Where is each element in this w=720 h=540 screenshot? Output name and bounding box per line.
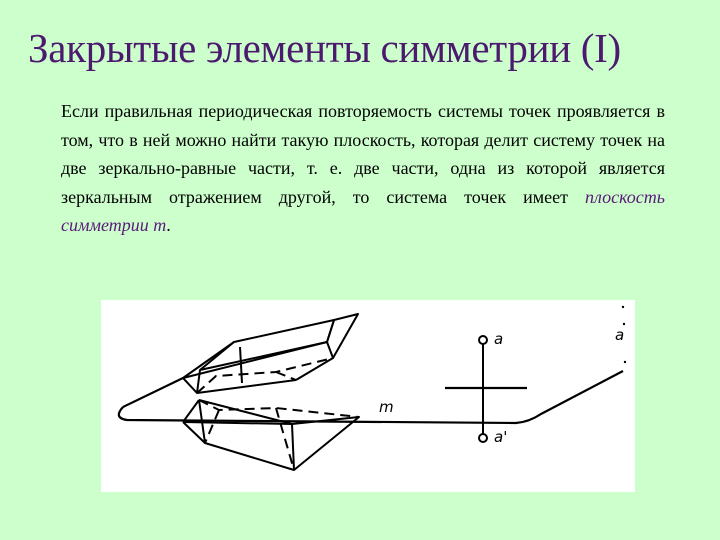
- lower-hidden-edges: [199, 400, 359, 470]
- lower-polyhedron: [183, 400, 359, 470]
- slide-title: Закрытые элементы симметрии (I): [28, 25, 621, 71]
- plane-label: m: [379, 398, 394, 416]
- paragraph-text: Если правильная периодическая повторяемость системы точек проявляется в том, что в ней можно найти такую плоскость, которая делит систему точек на две зеркально-равные части, т. е. две части, одна из которой является зеркальным отражением другой, то система точек имеет: [61, 101, 665, 207]
- symmetry-figure: [101, 300, 635, 492]
- point-a-marker: [479, 336, 487, 344]
- point-a-label: a: [494, 330, 504, 348]
- symmetry-plane-term: плоскость симметрии m: [61, 186, 665, 235]
- mirror-symbol: [445, 336, 527, 442]
- point-a-prime-marker: [479, 434, 487, 442]
- upper-hidden-edges: [197, 358, 333, 393]
- paragraph-end: .: [166, 215, 171, 235]
- body-paragraph: [61, 97, 665, 240]
- point-a-prime-label: a': [494, 428, 508, 446]
- point-a-right-label: a: [615, 326, 625, 344]
- symmetry-diagram: [101, 300, 635, 492]
- mirror-plane-line: [119, 371, 623, 423]
